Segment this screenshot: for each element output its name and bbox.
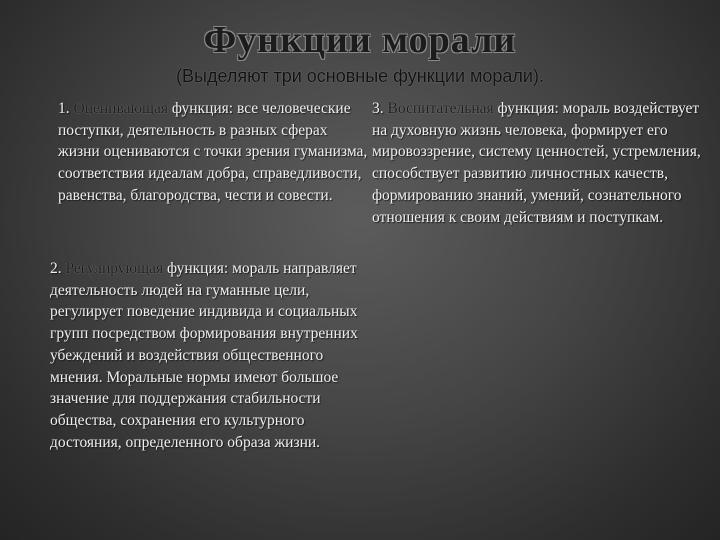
function-regulating (50, 258, 370, 453)
function-educational (372, 98, 712, 228)
function-text: функция: мораль направляет деятельность людей на гуманные цели, регулирует поведение индивида и социальных групп посредством формирования внутренних убеждений и воздействия общественного мнения. Моральные нормы имеют большое значение для поддержания стабильности общества, сохранения его культурного достояния, определенного образа жизни. (50, 260, 358, 451)
function-number: 3. (372, 100, 384, 117)
function-keyword: Регулирующая (65, 260, 164, 277)
function-keyword: Воспитательная (387, 100, 494, 117)
slide-title: Функции морали (203, 19, 517, 61)
function-evaluative (58, 98, 368, 207)
slide-subtitle: (Выделяют три основные функции морали). (176, 66, 544, 86)
function-text: функция: все человеческие поступки, деятельность в разных сферах жизни оцениваются с точки зрения гуманизма, соответствия идеалам добра, справедливости, равенства, благородства, чести и совести. (58, 100, 368, 204)
function-number: 2. (50, 260, 62, 277)
function-text: функция: мораль воздействует на духовную жизнь человека, формирует его мировоззрение, систему ценностей, устремления, способствует развитию личностных качеств, формированию знаний, умений, сознательного отношения к своим действиям и поступкам. (372, 100, 701, 226)
function-number: 1. (58, 100, 70, 117)
function-keyword: Оценивающая (73, 100, 168, 117)
